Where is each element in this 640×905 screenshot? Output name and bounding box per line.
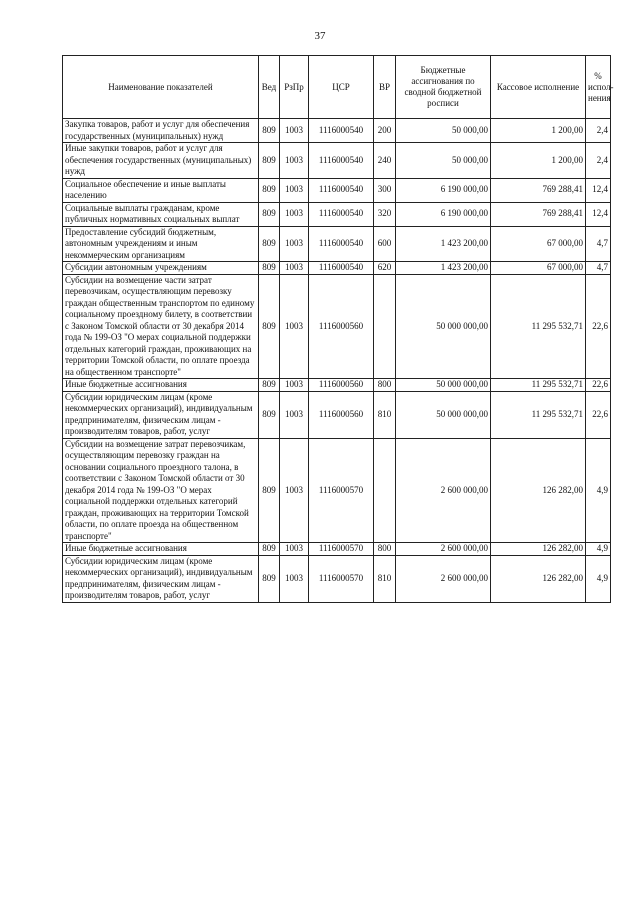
table-row bbox=[63, 178, 611, 202]
header-rzpr: РзПр bbox=[280, 56, 309, 119]
table-row bbox=[63, 143, 611, 179]
table-row bbox=[63, 555, 611, 602]
cell-percent: 4,9 bbox=[586, 438, 611, 543]
cell-csr: 1116000560 bbox=[309, 379, 374, 392]
cell-name: Иные закупки товаров, работ и услуг для обеспечения государственных (муниципальных) нужд bbox=[63, 143, 259, 179]
cell-vr: 810 bbox=[374, 391, 396, 438]
cell-rzpr: 1003 bbox=[280, 226, 309, 262]
table-row bbox=[63, 262, 611, 275]
cell-percent: 4,7 bbox=[586, 262, 611, 275]
cell-rzpr: 1003 bbox=[280, 543, 309, 556]
cell-percent: 22,6 bbox=[586, 379, 611, 392]
cell-name: Закупка товаров, работ и услуг для обеспечения государственных (муниципальных) нужд bbox=[63, 119, 259, 143]
cell-csr: 1116000560 bbox=[309, 274, 374, 379]
cell-ved: 809 bbox=[259, 391, 280, 438]
cell-percent: 2,4 bbox=[586, 143, 611, 179]
cell-csr: 1116000540 bbox=[309, 226, 374, 262]
cell-assignments: 1 423 200,00 bbox=[396, 226, 491, 262]
cell-rzpr: 1003 bbox=[280, 262, 309, 275]
cell-name: Предоставление субсидий бюджетным, автономным учреждениям и иным некоммерческим организациям bbox=[63, 226, 259, 262]
cell-rzpr: 1003 bbox=[280, 202, 309, 226]
cell-name: Субсидии на возмещение части затрат перевозчикам, осуществляющим перевозку граждан общественным транспортом по единому социальному проездному билету, в соответствии с Законом Томской области от 30 декабря 2014 года № 199-ОЗ "О мерах социальной поддержки отдельных категорий граждан, проживающих на территории Томской области, по оплате проезда на общественном транспорте" bbox=[63, 274, 259, 379]
cell-cash-execution: 769 288,41 bbox=[491, 178, 586, 202]
cell-name: Иные бюджетные ассигнования bbox=[63, 379, 259, 392]
cell-csr: 1116000540 bbox=[309, 119, 374, 143]
cell-vr: 600 bbox=[374, 226, 396, 262]
table-row bbox=[63, 119, 611, 143]
table-row bbox=[63, 202, 611, 226]
cell-csr: 1116000570 bbox=[309, 438, 374, 543]
cell-name: Субсидии юридическим лицам (кроме некоммерческих организаций), индивидуальным предпринимателям, физическим лицам - производителям товаров, работ, услуг bbox=[63, 391, 259, 438]
cell-vr: 810 bbox=[374, 555, 396, 602]
page-number: 37 bbox=[314, 30, 326, 42]
cell-cash-execution: 67 000,00 bbox=[491, 226, 586, 262]
cell-percent: 12,4 bbox=[586, 202, 611, 226]
cell-assignments: 1 423 200,00 bbox=[396, 262, 491, 275]
cell-assignments: 50 000 000,00 bbox=[396, 391, 491, 438]
cell-vr: 800 bbox=[374, 543, 396, 556]
cell-vr: 800 bbox=[374, 379, 396, 392]
cell-percent: 4,9 bbox=[586, 543, 611, 556]
cell-rzpr: 1003 bbox=[280, 555, 309, 602]
cell-csr: 1116000540 bbox=[309, 143, 374, 179]
cell-csr: 1116000540 bbox=[309, 178, 374, 202]
cell-vr: 620 bbox=[374, 262, 396, 275]
cell-rzpr: 1003 bbox=[280, 438, 309, 543]
header-assignments: Бюджетные ассигнования по сводной бюджетной росписи bbox=[396, 56, 491, 119]
header-vr: ВР bbox=[374, 56, 396, 119]
cell-ved: 809 bbox=[259, 438, 280, 543]
cell-name: Социальные выплаты гражданам, кроме публичных нормативных социальных выплат bbox=[63, 202, 259, 226]
cell-ved: 809 bbox=[259, 226, 280, 262]
cell-percent: 4,7 bbox=[586, 226, 611, 262]
budget-table bbox=[62, 55, 614, 603]
cell-cash-execution: 11 295 532,71 bbox=[491, 379, 586, 392]
cell-percent: 22,6 bbox=[586, 391, 611, 438]
cell-rzpr: 1003 bbox=[280, 391, 309, 438]
cell-csr: 1116000570 bbox=[309, 555, 374, 602]
cell-rzpr: 1003 bbox=[280, 379, 309, 392]
cell-ved: 809 bbox=[259, 555, 280, 602]
cell-name: Субсидии автономным учреждениям bbox=[63, 262, 259, 275]
cell-ved: 809 bbox=[259, 379, 280, 392]
cell-vr bbox=[374, 438, 396, 543]
cell-ved: 809 bbox=[259, 262, 280, 275]
cell-cash-execution: 67 000,00 bbox=[491, 262, 586, 275]
header-csr: ЦСР bbox=[309, 56, 374, 119]
table-header-row bbox=[63, 56, 611, 119]
cell-csr: 1116000570 bbox=[309, 543, 374, 556]
cell-csr: 1116000540 bbox=[309, 262, 374, 275]
cell-cash-execution: 769 288,41 bbox=[491, 202, 586, 226]
cell-cash-execution: 11 295 532,71 bbox=[491, 391, 586, 438]
cell-ved: 809 bbox=[259, 274, 280, 379]
table-row bbox=[63, 543, 611, 556]
cell-rzpr: 1003 bbox=[280, 119, 309, 143]
cell-assignments: 2 600 000,00 bbox=[396, 438, 491, 543]
header-ved: Вед bbox=[259, 56, 280, 119]
cell-assignments: 50 000,00 bbox=[396, 143, 491, 179]
cell-rzpr: 1003 bbox=[280, 178, 309, 202]
cell-cash-execution: 1 200,00 bbox=[491, 119, 586, 143]
cell-vr: 300 bbox=[374, 178, 396, 202]
header-percent: % испол-нения bbox=[586, 56, 611, 119]
cell-percent: 4,9 bbox=[586, 555, 611, 602]
cell-cash-execution: 126 282,00 bbox=[491, 543, 586, 556]
cell-assignments: 6 190 000,00 bbox=[396, 202, 491, 226]
cell-name: Иные бюджетные ассигнования bbox=[63, 543, 259, 556]
cell-ved: 809 bbox=[259, 143, 280, 179]
table-row bbox=[63, 379, 611, 392]
cell-rzpr: 1003 bbox=[280, 274, 309, 379]
cell-vr bbox=[374, 274, 396, 379]
cell-cash-execution: 126 282,00 bbox=[491, 438, 586, 543]
cell-cash-execution: 11 295 532,71 bbox=[491, 274, 586, 379]
cell-ved: 809 bbox=[259, 202, 280, 226]
table-row bbox=[63, 391, 611, 438]
cell-assignments: 50 000 000,00 bbox=[396, 379, 491, 392]
cell-csr: 1116000540 bbox=[309, 202, 374, 226]
cell-cash-execution: 1 200,00 bbox=[491, 143, 586, 179]
cell-percent: 2,4 bbox=[586, 119, 611, 143]
header-cash-execution: Кассовое исполнение bbox=[491, 56, 586, 119]
cell-cash-execution: 126 282,00 bbox=[491, 555, 586, 602]
cell-ved: 809 bbox=[259, 119, 280, 143]
table-row bbox=[63, 226, 611, 262]
cell-rzpr: 1003 bbox=[280, 143, 309, 179]
cell-assignments: 2 600 000,00 bbox=[396, 543, 491, 556]
cell-assignments: 50 000,00 bbox=[396, 119, 491, 143]
cell-vr: 240 bbox=[374, 143, 396, 179]
cell-vr: 200 bbox=[374, 119, 396, 143]
cell-ved: 809 bbox=[259, 178, 280, 202]
cell-name: Социальное обеспечение и иные выплаты населению bbox=[63, 178, 259, 202]
cell-assignments: 6 190 000,00 bbox=[396, 178, 491, 202]
cell-percent: 22,6 bbox=[586, 274, 611, 379]
cell-ved: 809 bbox=[259, 543, 280, 556]
header-name: Наименование показателей bbox=[63, 56, 259, 119]
cell-vr: 320 bbox=[374, 202, 396, 226]
cell-assignments: 2 600 000,00 bbox=[396, 555, 491, 602]
cell-csr: 1116000560 bbox=[309, 391, 374, 438]
cell-name: Субсидии на возмещение затрат перевозчикам, осуществляющим перевозку граждан на основании социального проездного талона, в соответствии с Законом Томской области от 30 декабря 2014 года № 199-ОЗ "О мерах социальной поддержки отдельных категорий граждан, проживающих на территории Томской области, по оплате проезда на общественном транспорте" bbox=[63, 438, 259, 543]
cell-percent: 12,4 bbox=[586, 178, 611, 202]
table-row bbox=[63, 438, 611, 543]
table-row bbox=[63, 274, 611, 379]
cell-assignments: 50 000 000,00 bbox=[396, 274, 491, 379]
cell-name: Субсидии юридическим лицам (кроме некоммерческих организаций), индивидуальным предпринимателям, физическим лицам - производителям товаров, работ, услуг bbox=[63, 555, 259, 602]
